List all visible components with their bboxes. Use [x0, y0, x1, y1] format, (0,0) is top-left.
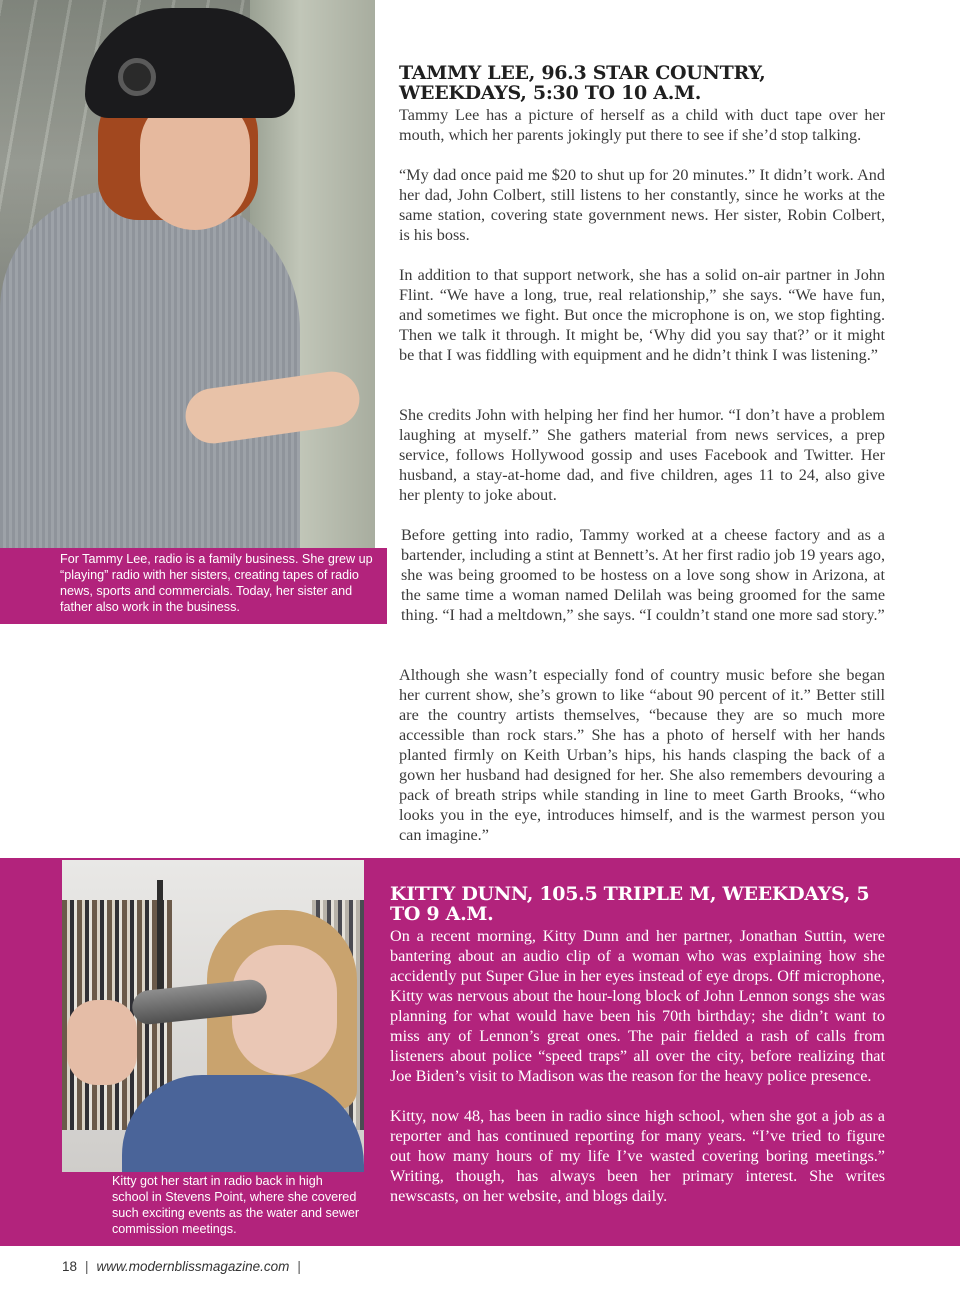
tammy-paragraph-3: In addition to that support network, she has a solid on-air partner in John Flint. “We have a long, true, real relationship,” she says. “We have fun, and sometimes we fight. But once the microphone is on, we stop fighting. Then we talk it through. It might be, ‘Why did you say that?’ or it might be that I was fiddling with equipment and he didn’t think I was listening.” [399, 266, 885, 364]
tammy-paragraph-4: She credits John with helping her find her humor. “I don’t have a problem laughing at myself.” She gathers material from news services, a prep service, follows Hollywood gossip and uses Facebook and Twitter. Her husband, a stay-at-home dad, and five children, ages 11 to 24, also give her plenty to joke about. [399, 406, 885, 504]
tammy-photo-caption: For Tammy Lee, radio is a family business. She grew up “playing” radio with her sisters, creating tapes of radio news, sports and commercials. Today, her sister and father also work in the business. [0, 548, 387, 624]
website-link[interactable]: www.modernblissmagazine.com [96, 1259, 290, 1274]
tammy-paragraph-1: Tammy Lee has a picture of herself as a child with duct tape over her mouth, which her parents jokingly put there to see if she’d stop talking. [399, 106, 885, 144]
kitty-dunn-photo [62, 860, 364, 1172]
kitty-paragraph-1: On a recent morning, Kitty Dunn and her partner, Jonathan Suttin, were bantering about an audio clip of a woman who was explaining how she accidently put Super Glue in her eyes instead of eye drops. Off microphone, Kitty was nervous about the hour-long block of John Lennon songs she was planning for what would have been his 70th birthday; she didn’t want to miss any of Lennon’s great ones. The pair fielded a rash of calls from listeners about police “speed traps” all over the city, before realizing that Joe Biden’s visit to Madison was the reason for the heavy police presence. [390, 927, 885, 1085]
tammy-paragraph-5: Before getting into radio, Tammy worked at a cheese factory and as a bartender, including a stint at Bennett’s. At her first radio job 19 years ago, she was being groomed to be hostess on a love song show in Arizona, at the same time a woman named Delilah was being groomed for the same thing. “I had a meltdown,” she says. “I couldn’t stand one more sad story.” [401, 526, 885, 624]
kitty-dunn-heading: KITTY DUNN, 105.5 TRIPLE M, WEEKDAYS, 5 TO 9 A.M. [390, 883, 870, 925]
footer-separator-end: | [297, 1259, 301, 1274]
page-footer [62, 1258, 309, 1276]
tammy-paragraph-6: Although she wasn’t especially fond of country music before she began her current show, she’s grown to like “about 90 percent of it.” Better still are the country artists themselves, “because they are so much more accessible than rock stars.” She has a photo of herself with her hands planted firmly on Keith Urban’s hips, his hands clasping the back of a gown her husband had designed for her. She also remembers devouring a pack of breath strips while standing in line to meet Garth Brooks, “who looks you in the eye, introduces himself, and is the warmest person you can imagine.” [399, 666, 885, 844]
tammy-lee-photo [0, 0, 375, 548]
tammy-paragraph-2: “My dad once paid me $20 to shut up for 20 minutes.” It didn’t work. And her dad, John Colbert, still listens to her constantly, since he works at the same station, covering state government news. Her sister, Robin Colbert, is his boss. [399, 166, 885, 244]
page-number: 18 [62, 1259, 78, 1274]
kitty-paragraph-2: Kitty, now 48, has been in radio since high school, when she got a job as a reporter and has continued reporting for many years. “I’ve tried to figure out how many hours of my life I’ve wasted covering boring meetings.” Writing, though, has always been her primary interest. She writes newscasts, on her website, and blogs daily. [390, 1107, 885, 1205]
footer-separator: | [85, 1259, 89, 1274]
kitty-photo-caption: Kitty got her start in radio back in high school in Stevens Point, where she covered such exciting events as the water and sewer commission meetings. [104, 1172, 366, 1244]
tammy-lee-heading: TAMMY LEE, 96.3 STAR COUNTRY, WEEKDAYS, 5:30 TO 10 A.M. [399, 62, 766, 104]
